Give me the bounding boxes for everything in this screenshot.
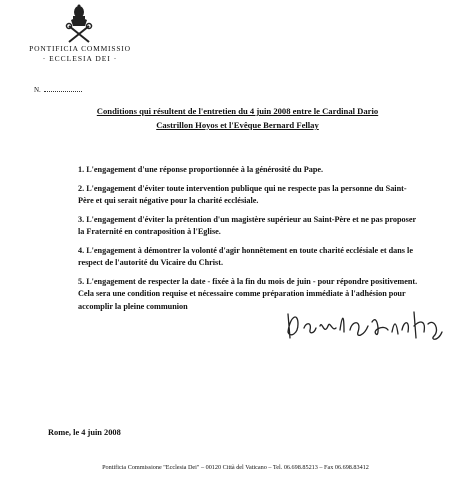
letterhead-footer: Pontificia Commissione "Ecclesia Dei" – 00120 Città del Vaticano – Tel. 06.698.85213 – Fax 06.698.83412 — [102, 464, 369, 471]
condition-item-3: 3. L'engagement d'éviter la prétention d'un magistère supérieur au Saint-Père et ne pas proposer la Fraternité en contraposition à l'Eglise. — [78, 214, 416, 236]
title-line2: Castrillon Hoyos et l'Evêque Bernard Fellay — [156, 120, 319, 130]
letterhead-org-line1: PONTIFICIA COMMISSIO — [29, 44, 131, 53]
condition-item-2: 2. L'engagement d'éviter toute intervention publique qui ne respecte pas la personne du Saint-Père et qui serait négative pour la charité ecclésiale. — [78, 183, 407, 205]
handwritten-signature — [284, 302, 444, 346]
protocol-number — [34, 85, 82, 94]
place-and-date: Rome, le 4 juin 2008 — [48, 428, 121, 437]
papal-crest-icon — [64, 4, 94, 44]
condition-item-4: 4. L'engagement à démontrer la volonté d'agir honnêtement en toute charité ecclésiale et dans le respect de l'autorité du Vicaire du Christ. — [78, 245, 413, 267]
letterhead-org-line2: · ECCLESIA DEI · — [42, 54, 118, 63]
condition-item-1: 1. L'engagement d'une réponse proportionnée à la générosité du Pape. — [78, 165, 324, 174]
protocol-label: N. — [34, 86, 41, 94]
document-title — [60, 104, 415, 132]
conditions-list — [78, 164, 418, 319]
title-line1: Conditions qui résultent de l'entretien du 4 juin 2008 entre le Cardinal Dario — [96, 106, 379, 116]
protocol-blank-line — [44, 85, 82, 92]
condition-item-5: 5. L'engagement de respecter la date - fixée à la fin du mois de juin - pour répondre positivement. Cela sera une condition requise et nécessaire comme préparation immédiate à l'adhésion pour accomplir la pleine communion — [78, 276, 418, 311]
